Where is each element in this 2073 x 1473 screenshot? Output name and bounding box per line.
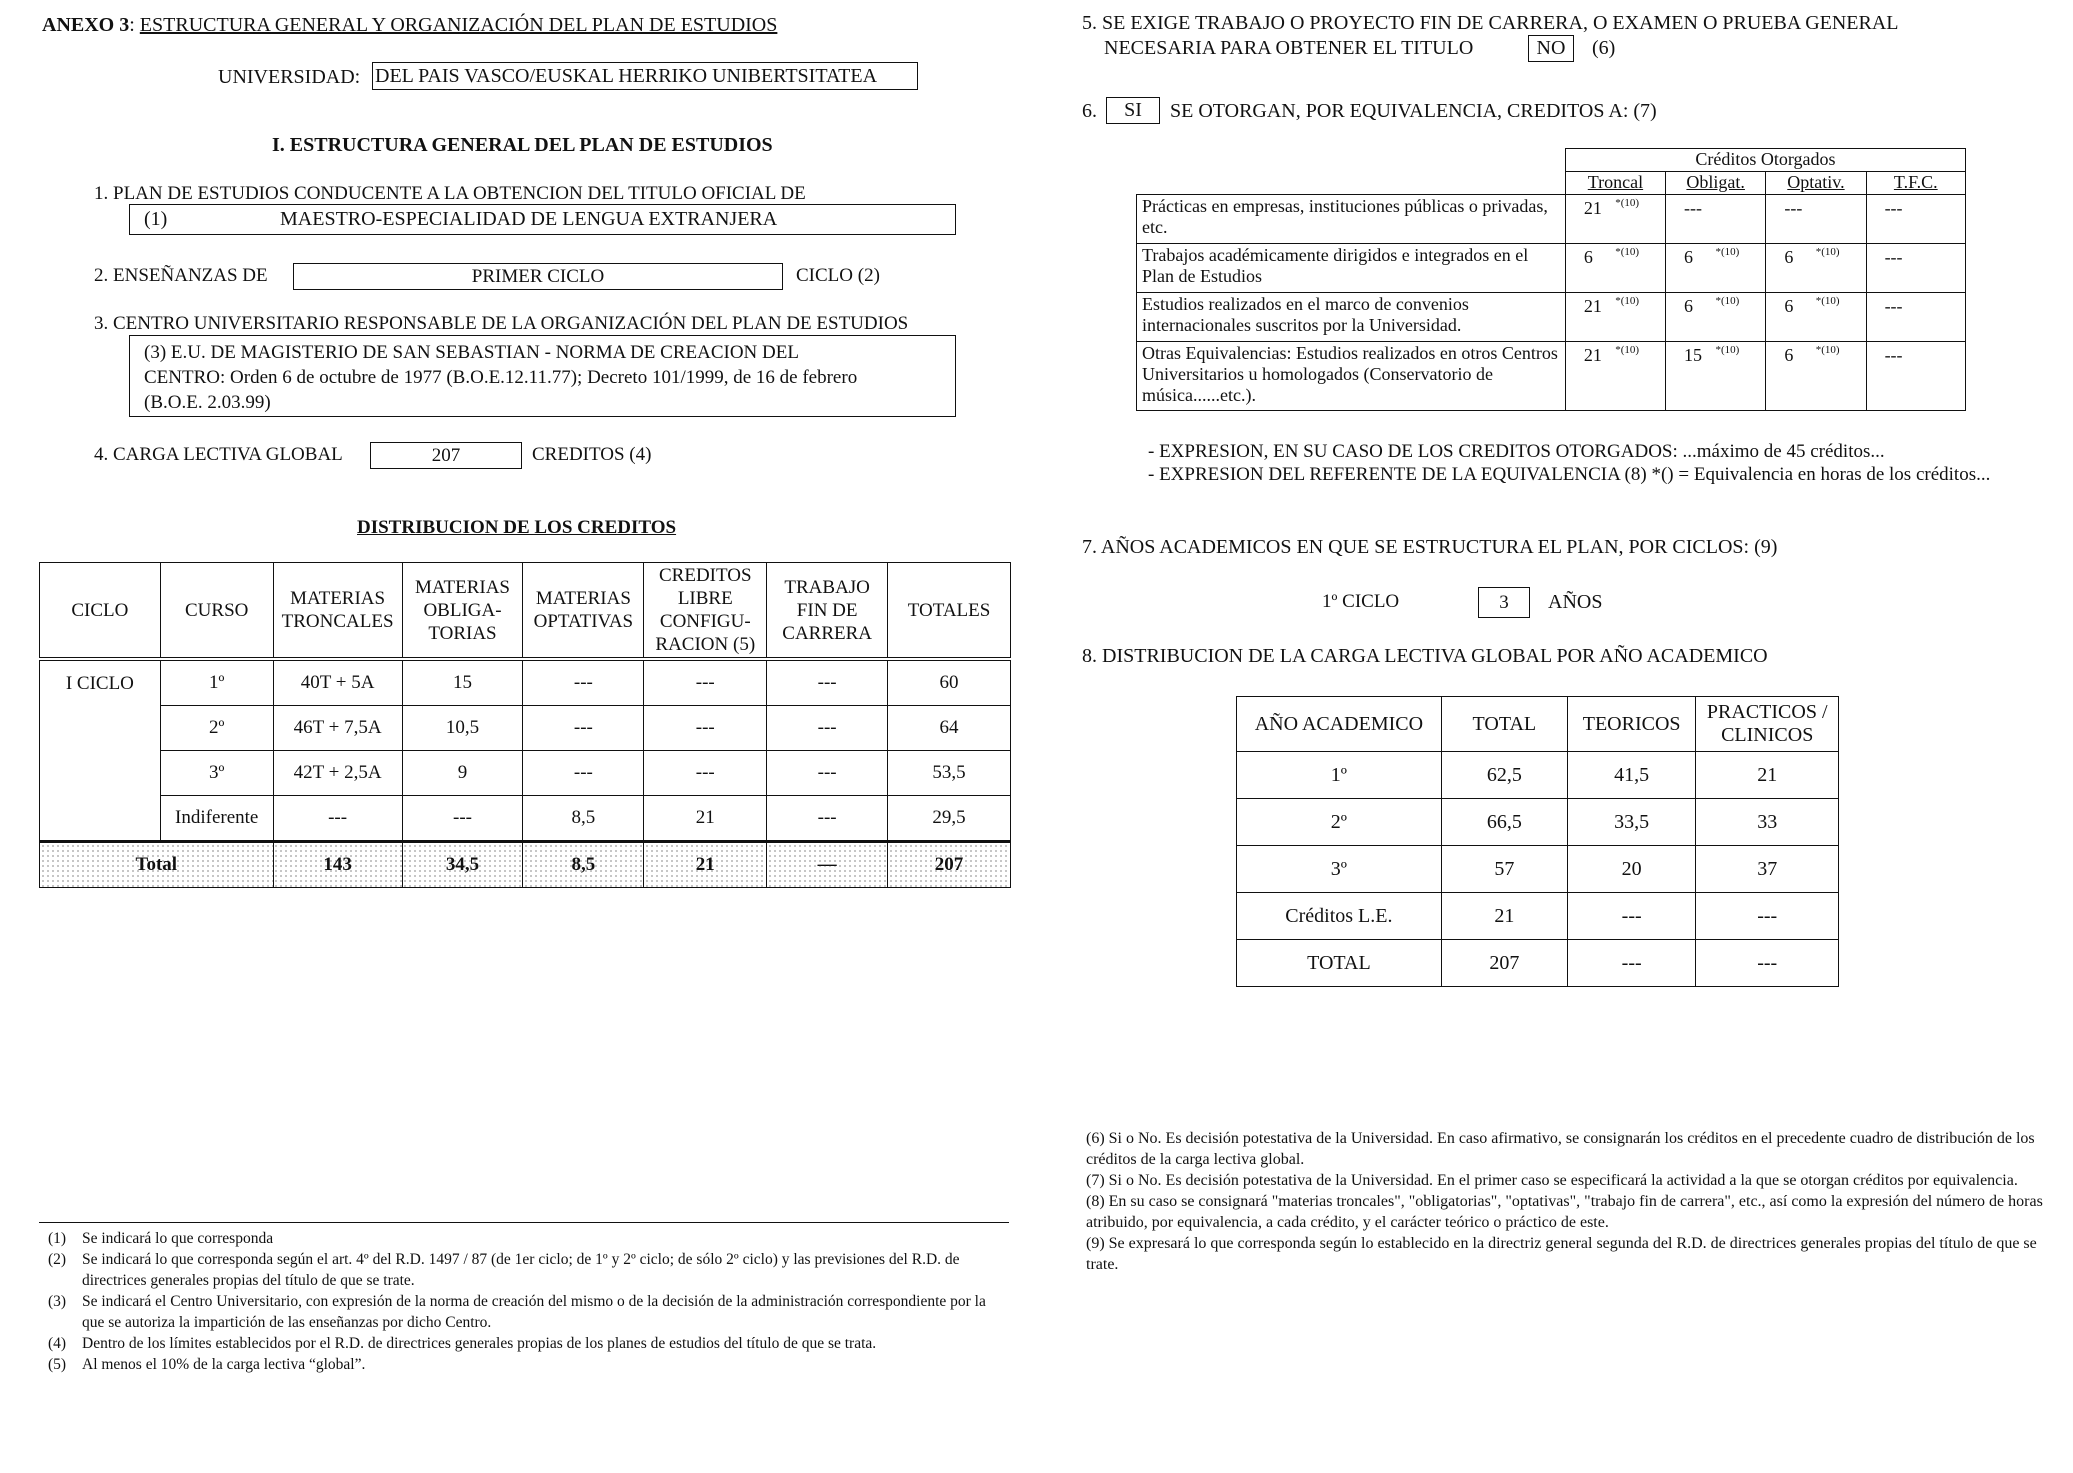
table-cell	[1565, 342, 1665, 411]
table-cell: ---	[767, 751, 888, 796]
footnote: (6) Si o No. Es decisión potestativa de la Universidad. En caso afirmativo, se consignarán los créditos en el precedente cuadro de distribución de los créditos de la carga lectiva global.	[1086, 1130, 2035, 1168]
cell-value: 21	[1583, 345, 1602, 365]
table-cell: 8,5	[523, 796, 644, 842]
item6-number: 6.	[1082, 100, 1097, 122]
footnote-divider	[39, 1222, 1009, 1223]
cell-value: 6	[1684, 247, 1694, 267]
annex-label: ANEXO 3	[42, 14, 130, 36]
item6-field: SI	[1106, 97, 1160, 124]
cell-mark: *(10)	[1615, 246, 1640, 258]
item5-line2: NECESARIA PARA OBTENER EL TITULO	[1104, 37, 1474, 59]
annex-title: ESTRUCTURA GENERAL Y ORGANIZACIÓN DEL PLAN DE ESTUDIOS	[139, 14, 778, 36]
table-cell: ---	[1567, 893, 1696, 940]
table-cell	[1565, 293, 1665, 342]
table-cell: 40T + 5A	[273, 659, 402, 706]
table-row	[1137, 342, 1966, 411]
table-row	[40, 796, 1011, 842]
item6-label: SE OTORGAN, POR EQUIVALENCIA, CREDITOS A: (7)	[1170, 100, 1657, 122]
table-cell: 64	[888, 706, 1011, 751]
item1-ref: (1)	[144, 208, 168, 230]
table-cell: 10,5	[402, 706, 523, 751]
cell-value: 21	[1583, 296, 1602, 316]
table-cell: ---	[644, 659, 767, 706]
header-troncales: MATERIAS TRONCALES	[273, 563, 402, 660]
table-cell: 20	[1567, 846, 1696, 893]
row-label: Otras Equivalencias: Estudios realizados en otros Centros Universitarios u homologados (Conservatorio de música......etc.).	[1137, 342, 1566, 411]
table-row	[40, 659, 1011, 706]
footnote-number: (4)	[48, 1335, 67, 1352]
table-cell: 60	[888, 659, 1011, 706]
footnote	[48, 1228, 1008, 1249]
table-cell: 62,5	[1441, 752, 1567, 799]
item2-suffix: CICLO (2)	[796, 265, 880, 286]
credits-title: Créditos Otorgados	[1565, 149, 1965, 172]
annex-heading	[42, 14, 777, 37]
equivalence-credits-table	[1136, 148, 1966, 411]
table-cell	[1565, 244, 1665, 293]
table-cell: 66,5	[1441, 799, 1567, 846]
distribution-title: DISTRIBUCION DE LOS CREDITOS	[357, 517, 677, 538]
row-label: Trabajos académicamente dirigidos e integrados en el Plan de Estudios	[1137, 244, 1566, 293]
header-optativas: MATERIAS OPTATIVAS	[523, 563, 644, 660]
total-label: Total	[40, 842, 274, 888]
table-cell	[1565, 195, 1665, 244]
table-cell: ---	[1696, 940, 1839, 987]
table-header-row	[1137, 149, 1966, 172]
cell-value: 6	[1583, 247, 1593, 267]
cell-mark: *(10)	[1815, 344, 1840, 356]
table-cell: ---	[523, 751, 644, 796]
header-trabajo-fin-carrera: TRABAJO FIN DE CARRERA	[767, 563, 888, 660]
footnote	[48, 1291, 1008, 1333]
left-footnotes	[48, 1228, 1008, 1375]
item4-suffix: CREDITOS (4)	[532, 444, 652, 465]
item5-ref: (6)	[1592, 37, 1616, 59]
total-cell: 143	[273, 842, 402, 888]
item4-field: 207	[370, 442, 522, 469]
expression-equivalence: - EXPRESION DEL REFERENTE DE LA EQUIVALENCIA (8) *() = Equivalencia en horas de los créditos...	[1148, 464, 1991, 485]
item7-field: 3	[1478, 587, 1530, 618]
item5-field: NO	[1528, 35, 1574, 62]
table-cell: ---	[1766, 195, 1866, 244]
cell-mark: *(10)	[1715, 295, 1740, 307]
footnote-text: Se indicará el Centro Universitario, con expresión de la norma de creación del mismo o de la decisión de la administración correspondiente por la que se autoriza la impartición de las enseñanzas por dicho Centro.	[82, 1293, 986, 1331]
total-row	[40, 842, 1011, 888]
table-cell: ---	[1866, 293, 1965, 342]
footnote	[48, 1333, 1008, 1354]
item3-line3: (B.O.E. 2.03.99)	[144, 392, 271, 413]
table-cell: ---	[1696, 893, 1839, 940]
item4-label: 4. CARGA LECTIVA GLOBAL	[94, 444, 343, 465]
right-footnotes	[1086, 1128, 2046, 1275]
table-cell: 2º	[160, 706, 273, 751]
footnote	[48, 1249, 1008, 1291]
total-cell: —	[767, 842, 888, 888]
item1-value: MAESTRO-ESPECIALIDAD DE LENGUA EXTRANJERA	[280, 208, 778, 230]
item3-line1: (3) E.U. DE MAGISTERIO DE SAN SEBASTIAN - NORMA DE CREACION DEL	[144, 342, 799, 363]
footnote: (9) Se expresará lo que corresponda según lo establecido en la directriz general segunda del R.D. de directrices generales propias del título de que se trate.	[1086, 1235, 2037, 1273]
cell-mark: *(10)	[1815, 246, 1840, 258]
cell-value: 6	[1784, 247, 1794, 267]
table-cell: 42T + 2,5A	[273, 751, 402, 796]
table-cell: 2º	[1237, 799, 1442, 846]
total-cell: 34,5	[402, 842, 523, 888]
section-title: I. ESTRUCTURA GENERAL DEL PLAN DE ESTUDIOS	[272, 134, 773, 156]
table-cell: 3º	[160, 751, 273, 796]
item3-label: 3. CENTRO UNIVERSITARIO RESPONSABLE DE LA ORGANIZACIÓN DEL PLAN DE ESTUDIOS	[94, 313, 909, 334]
item7-label: 7. AÑOS ACADEMICOS EN QUE SE ESTRUCTURA EL PLAN, POR CICLOS: (9)	[1082, 536, 1778, 558]
ciclo-cell: I CICLO	[40, 659, 161, 842]
university-field: DEL PAIS VASCO/EUSKAL HERRIKO UNIBERTSITATEA	[372, 62, 918, 90]
table-cell: 46T + 7,5A	[273, 706, 402, 751]
footnote-number: (1)	[48, 1230, 67, 1247]
footnote-number: (5)	[48, 1356, 67, 1373]
cell-mark: *(10)	[1615, 295, 1640, 307]
item1-label: 1. PLAN DE ESTUDIOS CONDUCENTE A LA OBTENCION DEL TITULO OFICIAL DE	[94, 183, 806, 204]
table-row	[40, 751, 1011, 796]
table-cell: 57	[1441, 846, 1567, 893]
header-optativ: Optativ.	[1766, 172, 1866, 195]
annual-load-table	[1236, 696, 1839, 987]
table-cell: Indiferente	[160, 796, 273, 842]
footnote-text: Se indicará lo que corresponda	[82, 1230, 274, 1247]
header-libre-configuracion: CREDITOS LIBRE CONFIGU- RACION (5)	[644, 563, 767, 660]
credit-distribution-table	[39, 562, 1011, 888]
table-cell: ---	[1567, 940, 1696, 987]
header-tfc: T.F.C.	[1866, 172, 1965, 195]
row-label: Estudios realizados en el marco de convenios internacionales suscritos por la Universidad.	[1137, 293, 1566, 342]
table-cell: 37	[1696, 846, 1839, 893]
footnote-number: (3)	[48, 1293, 67, 1310]
table-header-row	[1237, 697, 1839, 752]
table-cell: ---	[523, 706, 644, 751]
header-curso: CURSO	[160, 563, 273, 660]
table-cell: 29,5	[888, 796, 1011, 842]
table-header-row	[1137, 172, 1966, 195]
header-obligat: Obligat.	[1666, 172, 1766, 195]
table-cell: ---	[1866, 244, 1965, 293]
table-cell: 15	[402, 659, 523, 706]
table-cell	[1666, 293, 1766, 342]
cell-value: 15	[1684, 345, 1703, 365]
footnote-text: Al menos el 10% de la carga lectiva “global”.	[82, 1356, 366, 1373]
table-cell	[1666, 244, 1766, 293]
table-cell: ---	[402, 796, 523, 842]
item2-label: 2. ENSEÑANZAS DE	[94, 265, 268, 286]
table-row	[40, 706, 1011, 751]
table-cell: 3º	[1237, 846, 1442, 893]
table-row	[1137, 293, 1966, 342]
footnote: (7) Si o No. Es decisión potestativa de la Universidad. En el primer caso se especificará la actividad a la que se otorgan créditos por equivalencia.	[1086, 1172, 2018, 1189]
header-obligatorias: MATERIAS OBLIGA- TORIAS	[402, 563, 523, 660]
item7-suffix: AÑOS	[1548, 591, 1603, 613]
total-cell: 8,5	[523, 842, 644, 888]
expression-credits: - EXPRESION, EN SU CASO DE LOS CREDITOS OTORGADOS: ...máximo de 45 créditos...	[1148, 441, 1885, 462]
table-cell: ---	[767, 796, 888, 842]
table-cell: 1º	[160, 659, 273, 706]
table-cell: ---	[767, 659, 888, 706]
header-total: TOTAL	[1441, 697, 1567, 752]
table-row	[1237, 752, 1839, 799]
table-cell	[1666, 342, 1766, 411]
table-cell: Créditos L.E.	[1237, 893, 1442, 940]
total-cell: 21	[644, 842, 767, 888]
header-teoricos: TEORICOS	[1567, 697, 1696, 752]
cell-mark: *(10)	[1815, 295, 1840, 307]
row-label: Prácticas en empresas, instituciones públicas o privadas, etc.	[1137, 195, 1566, 244]
table-header-row	[40, 563, 1011, 660]
item1-field	[129, 204, 956, 235]
footnote	[48, 1354, 1008, 1375]
footnote-text: Dentro de los límites establecidos por el R.D. de directrices generales propias de los planes de estudios del título de que se trata.	[82, 1335, 877, 1352]
table-cell: 21	[1696, 752, 1839, 799]
table-cell: ---	[644, 706, 767, 751]
table-cell: ---	[1866, 195, 1965, 244]
university-label: UNIVERSIDAD:	[218, 66, 361, 88]
item5-line1: 5. SE EXIGE TRABAJO O PROYECTO FIN DE CARRERA, O EXAMEN O PRUEBA GENERAL	[1082, 12, 1899, 34]
cell-value: 6	[1684, 296, 1694, 316]
table-cell	[1766, 244, 1866, 293]
table-cell: TOTAL	[1237, 940, 1442, 987]
header-practicos: PRACTICOS / CLINICOS	[1696, 697, 1839, 752]
table-row	[1237, 846, 1839, 893]
annex-colon: :	[129, 14, 135, 36]
table-cell: ---	[523, 659, 644, 706]
footnote: (8) En su caso se consignará "materias troncales", "obligatorias", "optativas", "trabajo fin de carrera", etc., así como la expresión del número de horas atribuido, por equivalencia, a cada crédito, y el carácter teórico o práctico de este.	[1086, 1193, 2043, 1231]
table-row	[1237, 940, 1839, 987]
header-totales: TOTALES	[888, 563, 1011, 660]
table-cell: 9	[402, 751, 523, 796]
table-row	[1137, 195, 1966, 244]
table-cell: ---	[1666, 195, 1766, 244]
table-cell: 207	[1441, 940, 1567, 987]
cell-mark: *(10)	[1715, 344, 1740, 356]
table-row	[1137, 244, 1966, 293]
blank-cell	[1137, 172, 1566, 195]
table-cell: ---	[644, 751, 767, 796]
table-cell: 21	[644, 796, 767, 842]
table-cell: ---	[1866, 342, 1965, 411]
table-cell: 41,5	[1567, 752, 1696, 799]
item2-field: PRIMER CICLO	[293, 263, 783, 290]
cell-mark: *(10)	[1615, 344, 1640, 356]
cell-value: 6	[1784, 345, 1794, 365]
item8-label: 8. DISTRIBUCION DE LA CARGA LECTIVA GLOBAL POR AÑO ACADEMICO	[1082, 645, 1768, 667]
cell-value: 6	[1784, 296, 1794, 316]
table-cell	[1766, 293, 1866, 342]
header-ano-academico: AÑO ACADEMICO	[1237, 697, 1442, 752]
blank-cell	[1137, 149, 1566, 172]
table-cell: 33	[1696, 799, 1839, 846]
table-cell: 1º	[1237, 752, 1442, 799]
footnote-number: (2)	[48, 1251, 67, 1268]
total-cell: 207	[888, 842, 1011, 888]
item7-ciclo: 1º CICLO	[1322, 591, 1400, 612]
table-cell: 21	[1441, 893, 1567, 940]
table-cell: ---	[767, 706, 888, 751]
table-cell: ---	[273, 796, 402, 842]
cell-mark: *(10)	[1615, 197, 1640, 209]
table-cell: 33,5	[1567, 799, 1696, 846]
cell-mark: *(10)	[1715, 246, 1740, 258]
cell-value: 21	[1583, 198, 1602, 218]
table-cell: 53,5	[888, 751, 1011, 796]
item3-field	[129, 335, 956, 417]
table-row	[1237, 893, 1839, 940]
header-ciclo: CICLO	[40, 563, 161, 660]
footnote-text: Se indicará lo que corresponda según el art. 4º del R.D. 1497 / 87 (de 1er ciclo; de 1º y 2º ciclo; de sólo 2º ciclo) y las previsiones del R.D. de directrices generales propias del título de que se trate.	[82, 1251, 960, 1289]
item3-line2: CENTRO: Orden 6 de octubre de 1977 (B.O.E.12.11.77); Decreto 101/1999, de 16 de febrero	[144, 367, 858, 388]
table-row	[1237, 799, 1839, 846]
table-cell	[1766, 342, 1866, 411]
header-troncal: Troncal	[1565, 172, 1665, 195]
